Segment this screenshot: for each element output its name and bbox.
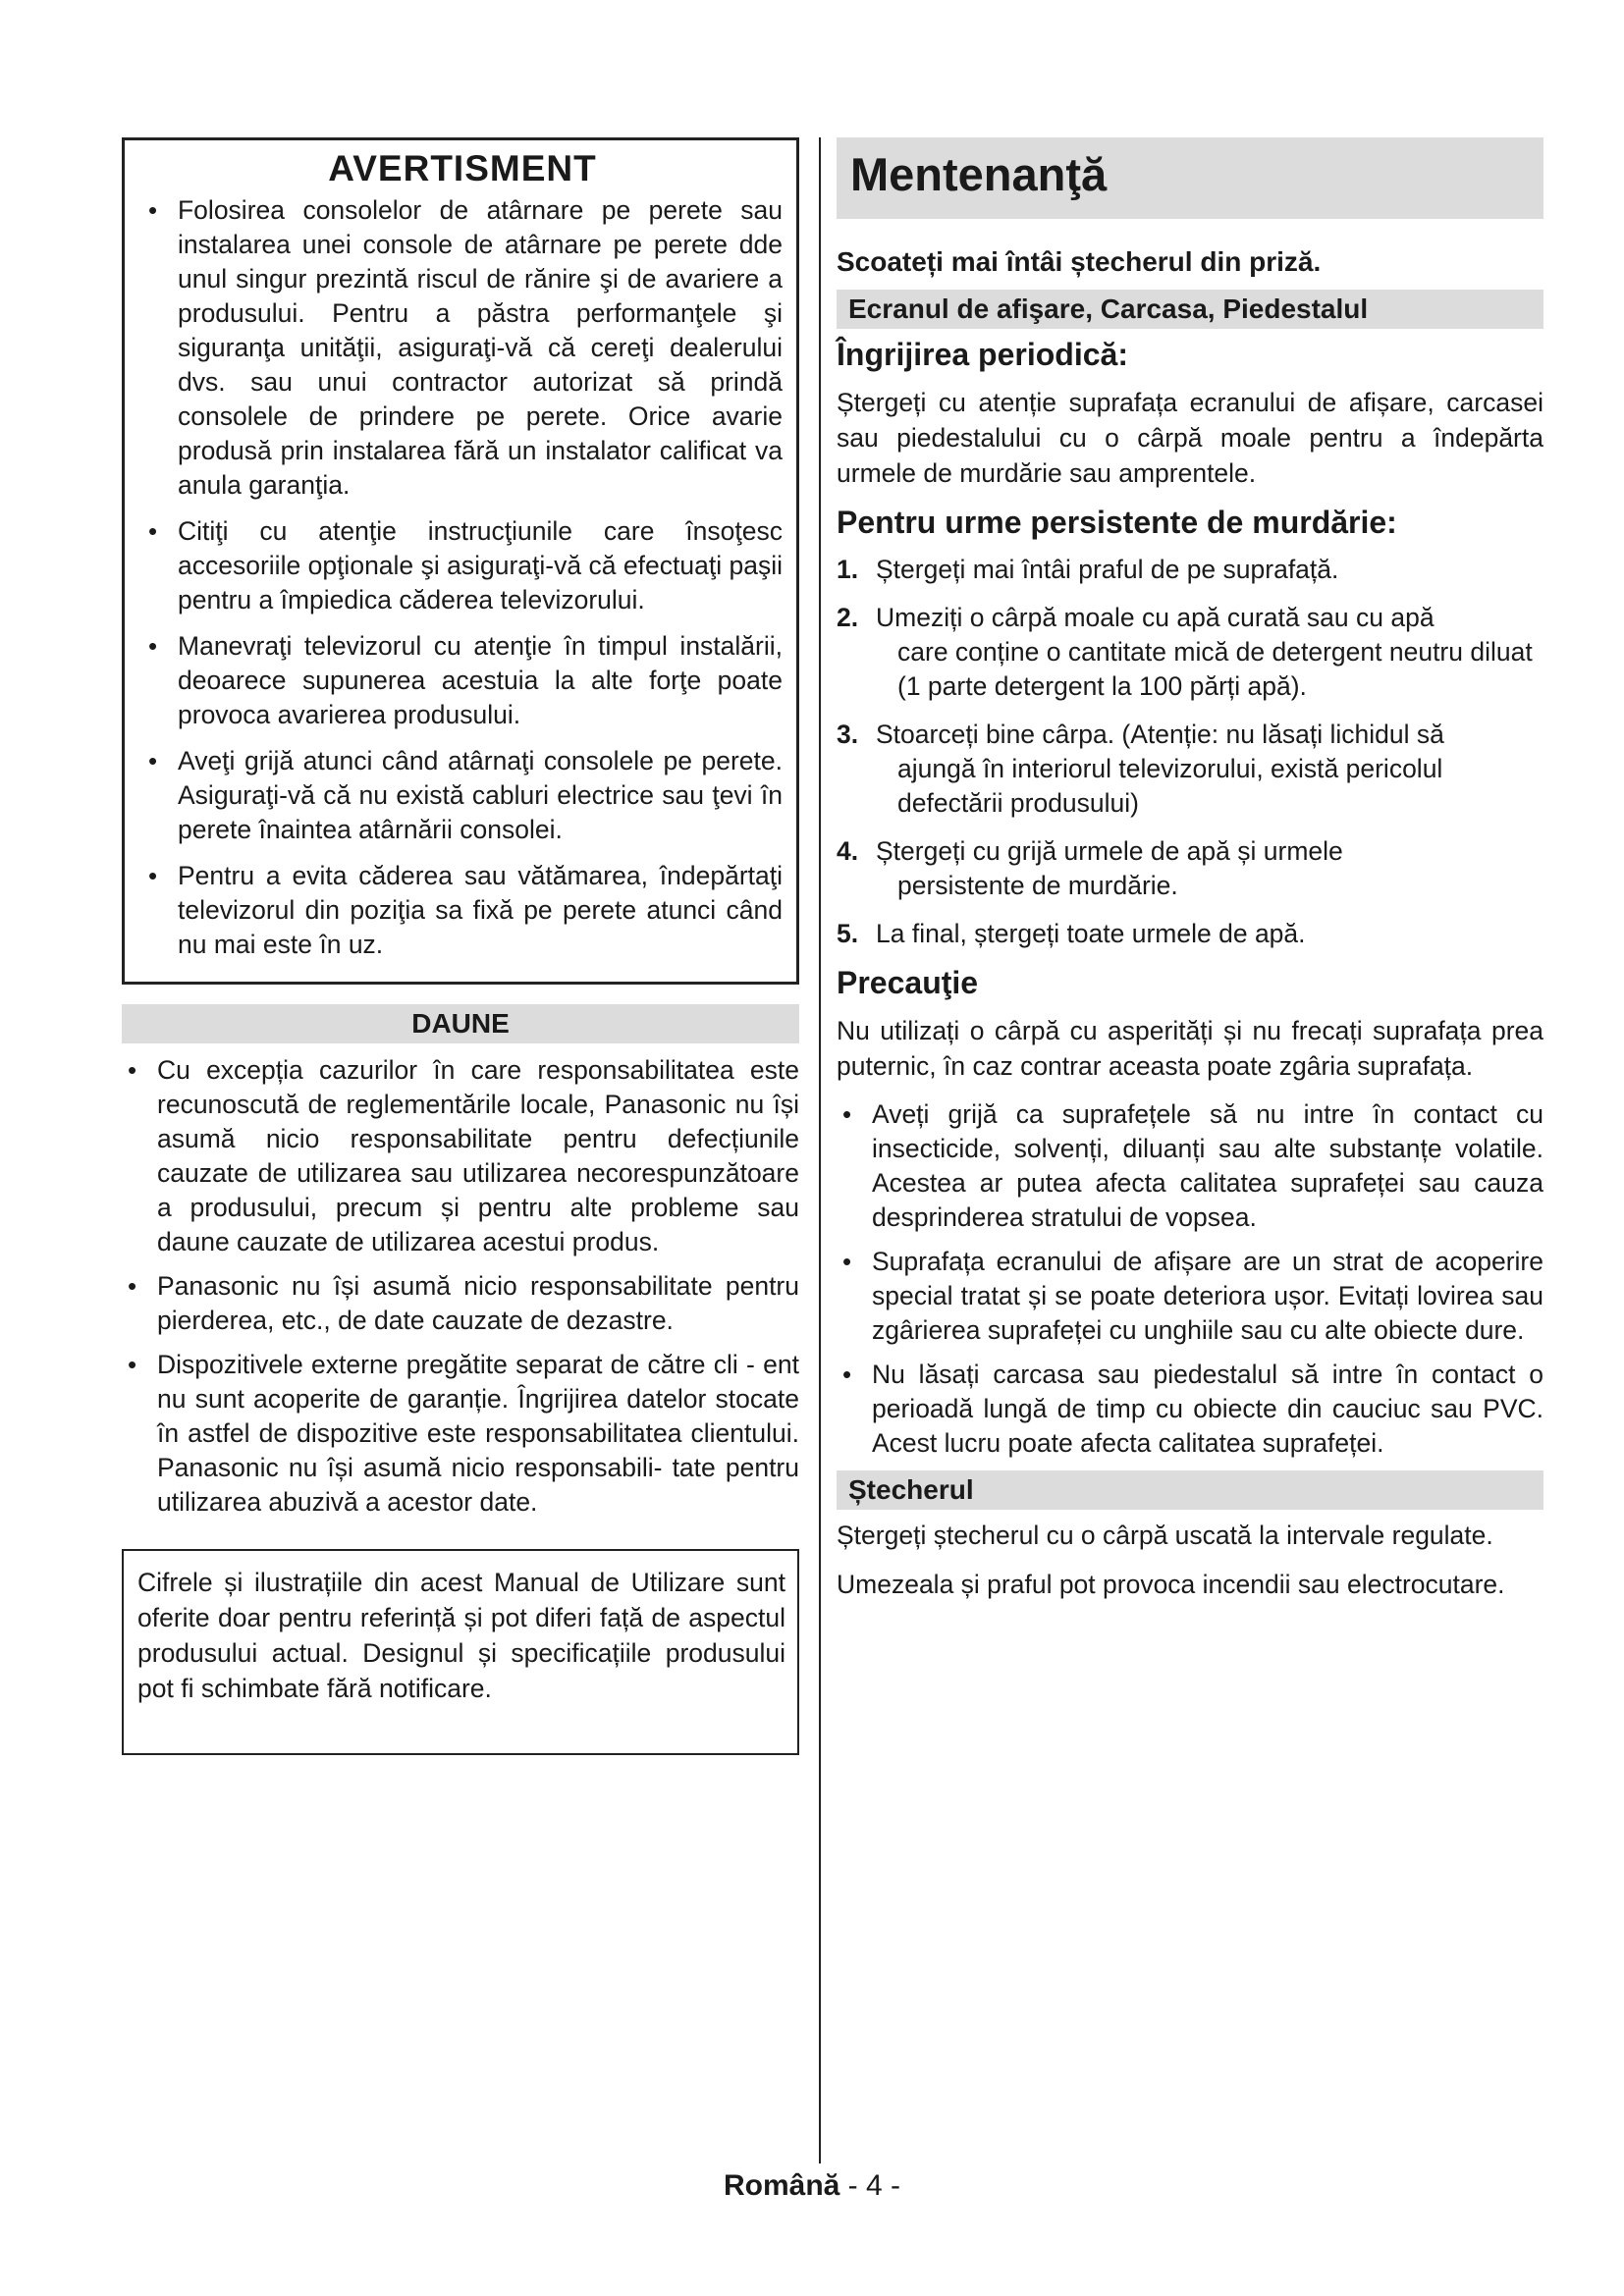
warning-item: • Folosirea consolelor de atârnare pe perete sau instalarea unei console de atârnare pe perete dde unul singur prezintă riscul de rănire şi de avariere a produsului. Pentru a păstra performanţele şi siguranţa unităţii, asiguraţi-vă că cereţi dealerului dvs. sau unui contractor autorizat să prindă consolele de prindere pe perete. Orice avarie produsă prin instalarea fără un instalator calificat va anula garanţia. xyxy=(142,193,783,503)
column-divider xyxy=(819,137,821,2163)
right-column xyxy=(837,137,1543,1616)
step-number: 3. xyxy=(837,720,859,749)
step-number: 1. xyxy=(837,555,859,584)
cleaning-step xyxy=(837,834,1543,903)
cleaning-step xyxy=(837,553,1543,587)
damage-heading: DAUNE xyxy=(122,1004,799,1043)
footer-language: Română xyxy=(723,2169,840,2202)
step-continuation: ajungă în interiorul televizorului, există pericolul defectării produsului) xyxy=(897,754,1443,818)
warning-item: • Citiţi cu atenţie instrucţiunile care însoţesc accesoriile opţionale şi asiguraţi-vă că efectuaţi paşii pentru a împiedica căderea televizorului. xyxy=(142,514,783,617)
warning-list xyxy=(142,193,783,962)
plug-warning: Umezeala și praful pot provoca incendii sau electrocutare. xyxy=(837,1570,1505,1599)
periodic-care-text: Ștergeți cu atenție suprafața ecranului de afișare, carcasei sau piedestalului cu o cârpă moale pentru a îndepărta urmele de murdărie sau amprentele. xyxy=(837,388,1543,488)
caution-item: • Suprafața ecranului de afișare are un strat de acoperire special tratat și se poate deteriora ușor. Evitați lovirea sau zgârierea suprafeței cu unghiile sau cu alte obiecte dure. xyxy=(837,1245,1543,1348)
step-number: 4. xyxy=(837,836,859,866)
caution-text: Nu utilizați o cârpă cu asperități și nu frecați suprafața prea puternic, în caz contrar aceasta poate zgâria suprafața. xyxy=(837,1016,1543,1081)
warning-box xyxy=(122,137,799,985)
step-text: La final, ștergeți toate urmele de apă. xyxy=(876,919,1306,948)
footer-page-number: - 4 - xyxy=(847,2169,901,2202)
damage-item: • Cu excepția cazurilor în care responsabilitatea este recunoscută de reglementările locale, Panasonic nu își asumă nicio responsabilitate pentru defecțiunile cauzate de utilizarea sau utilizarea necorespunzătoare a produsului, precum și pentru alte probleme sau daune cauzate de utilizarea acestui produs. xyxy=(122,1053,799,1259)
caution-list xyxy=(837,1097,1543,1461)
disclaimer-note: Cifrele și ilustrațiile din acest Manual de Utilizare sunt oferite doar pentru referință și pot diferi față de aspectul produsului actual. Designul și specificațiile produsului pot fi schimbate fără notificare. xyxy=(122,1549,799,1755)
caution-item: • Nu lăsați carcasa sau piedestalul să intre în contact o perioadă lungă de timp cu obiecte din cauciuc sau PVC. Acest lucru poate afecta calitatea suprafeței. xyxy=(837,1358,1543,1461)
warning-item: • Pentru a evita căderea sau vătămarea, îndepărtaţi televizorul din poziţia sa fixă pe perete atunci când nu mai este în uz. xyxy=(142,859,783,962)
cleaning-step xyxy=(837,601,1543,704)
periodic-care-heading: Îngrijirea periodică: xyxy=(837,337,1128,372)
plug-section-bar: Ștecherul xyxy=(837,1470,1543,1510)
cleaning-step xyxy=(837,718,1543,821)
step-number: 5. xyxy=(837,919,859,948)
caution-item: • Aveți grijă ca suprafețele să nu intre în contact cu insecticide, solvenți, diluanți sau alte substanțe volatile. Acestea ar putea afecta calitatea suprafeței sau cauza desprinderea stratului de vopsea. xyxy=(837,1097,1543,1235)
damage-item: • Dispozitivele externe pregătite separat de către cli - ent nu sunt acoperite de garanție. Îngrijirea datelor stocate în astfel de dispozitive este responsabilitatea clientului. Panasonic nu își asumă nicio responsabili- tate pentru utilizarea abuzivă a acestor date. xyxy=(122,1348,799,1520)
damage-list xyxy=(122,1053,799,1520)
step-text: Ștergeți mai întâi praful de pe suprafață. xyxy=(876,555,1339,584)
warning-item: • Aveţi grijă atunci când atârnaţi consolele pe perete. Asiguraţi-vă că nu există cabluri electrice sau ţevi în perete înaintea atârnării consolei. xyxy=(142,744,783,847)
step-text: Stoarceți bine cârpa. (Atenție: nu lăsați lichidul să xyxy=(876,720,1444,749)
cleaning-steps xyxy=(837,553,1543,951)
screen-section-bar: Ecranul de afişare, Carcasa, Piedestalul xyxy=(837,290,1543,329)
step-number: 2. xyxy=(837,603,859,632)
persistent-dirt-heading: Pentru urme persistente de murdărie: xyxy=(837,505,1397,540)
maintenance-title: Mentenanţă xyxy=(837,137,1543,219)
plug-text: Ștergeți ștecherul cu o cârpă uscată la intervale regulate. xyxy=(837,1521,1493,1550)
unplug-instruction: Scoateți mai întâi ștecherul din priză. xyxy=(837,246,1322,277)
damage-item: • Panasonic nu își asumă nicio responsabilitate pentru pierderea, etc., de date cauzate de dezastre. xyxy=(122,1269,799,1338)
step-text: Umeziți o cârpă moale cu apă curată sau cu apă xyxy=(876,603,1435,632)
warning-title: AVERTISMENT xyxy=(328,148,597,188)
cleaning-step xyxy=(837,917,1543,951)
warning-item: • Manevraţi televizorul cu atenţie în timpul instalării, deoarece supunerea acestuia la alte forţe poate provoca avarierea produsului. xyxy=(142,629,783,732)
left-column xyxy=(122,137,799,1755)
step-continuation: care conține o cantitate mică de detergent neutru diluat (1 parte detergent la 100 părți apă). xyxy=(897,637,1533,701)
step-text: Ștergeți cu grijă urmele de apă și urmele xyxy=(876,836,1343,866)
page-footer xyxy=(0,2169,1624,2203)
step-continuation: persistente de murdărie. xyxy=(897,871,1178,900)
caution-heading: Precauţie xyxy=(837,965,979,1000)
